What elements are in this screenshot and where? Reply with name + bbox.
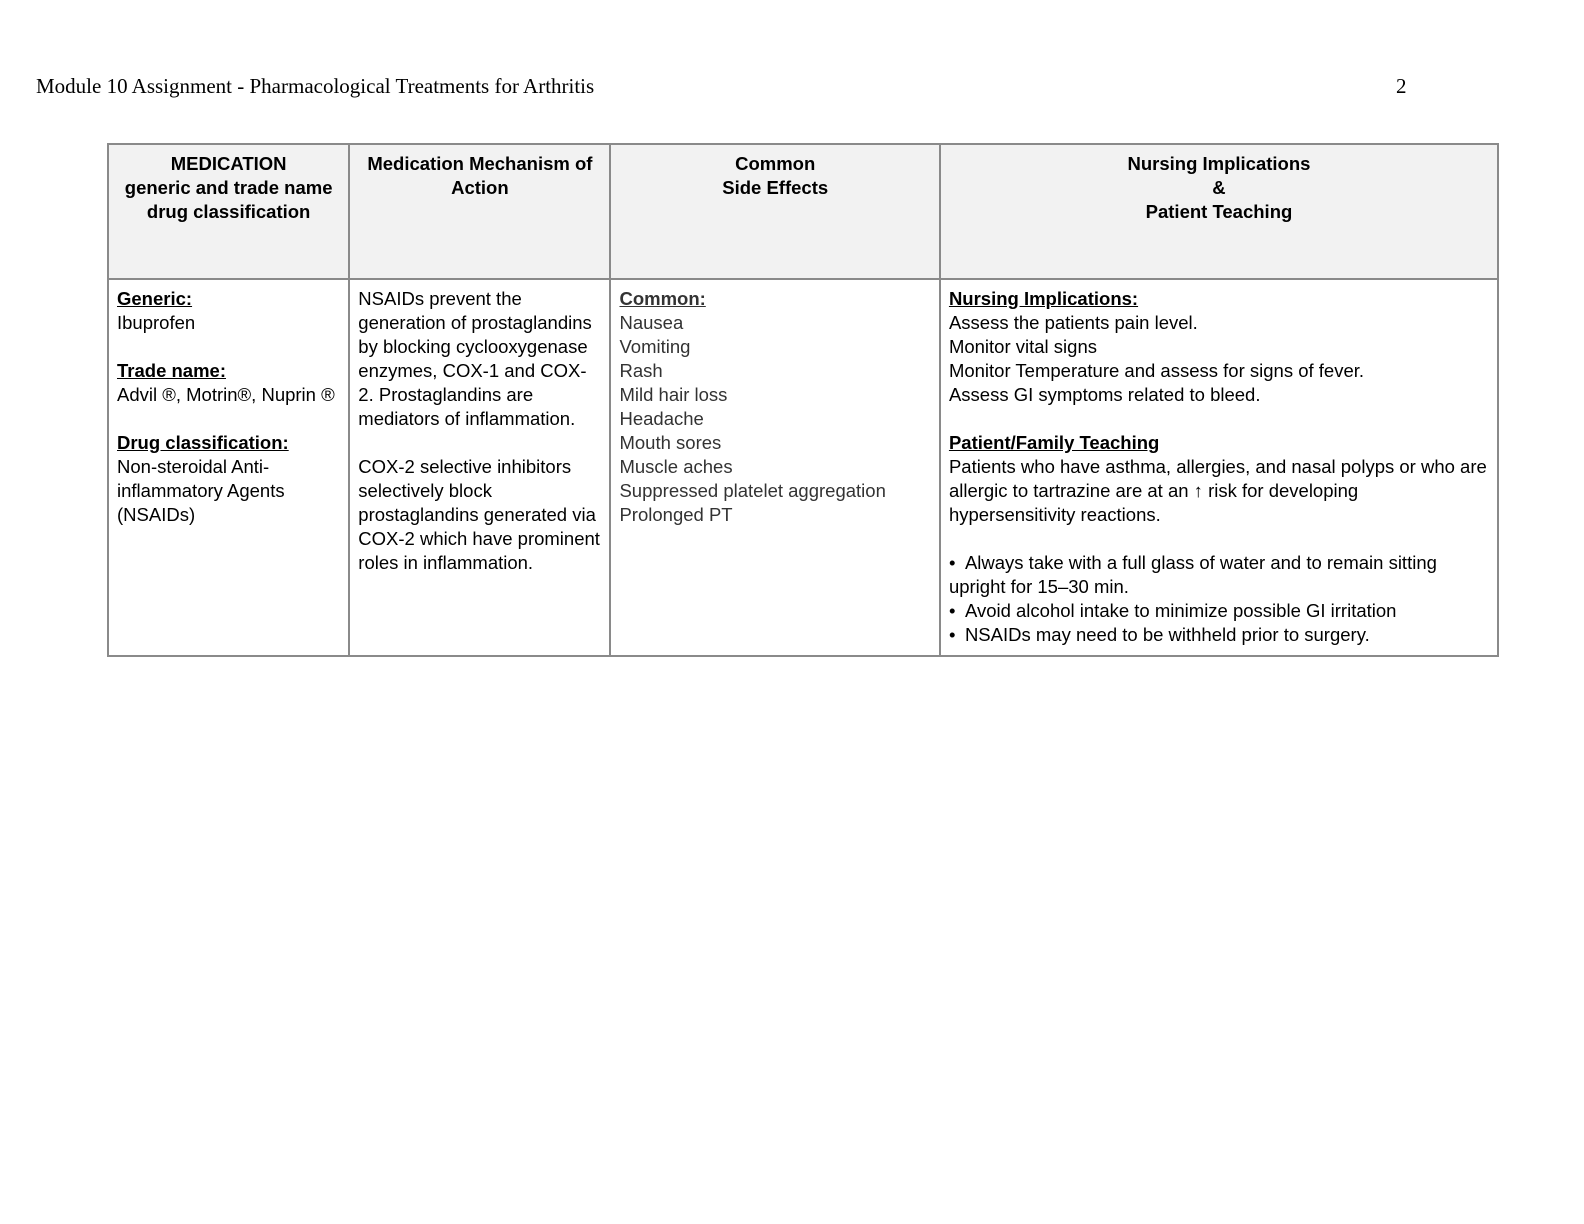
generic-label: Generic: xyxy=(117,288,193,309)
header-line: MEDICATION xyxy=(170,153,287,174)
teaching-label: Patient/Family Teaching xyxy=(948,432,1160,453)
side-effect-item: Vomiting xyxy=(619,336,691,357)
side-effects-label: Common: xyxy=(619,288,706,309)
spacer xyxy=(358,431,601,455)
cell-mechanism xyxy=(349,279,610,656)
bullet-icon: • xyxy=(948,624,956,645)
side-effect-item: Rash xyxy=(619,360,663,381)
trade-label: Trade name: xyxy=(117,360,226,381)
header-line: & xyxy=(1212,177,1226,198)
header-medication xyxy=(108,144,349,279)
implication-item: Assess the patients pain level. xyxy=(948,312,1198,333)
side-effect-item: Muscle aches xyxy=(619,456,733,477)
side-effect-item: Nausea xyxy=(619,312,684,333)
header-nursing xyxy=(940,144,1498,279)
header-line: Nursing Implications xyxy=(1127,153,1311,174)
medication-table xyxy=(107,143,1499,657)
header-line: Patient Teaching xyxy=(1145,201,1293,222)
header-row xyxy=(108,144,1498,279)
spacer xyxy=(117,407,340,431)
header-side-effects xyxy=(610,144,939,279)
side-effect-item: Mouth sores xyxy=(619,432,722,453)
table-body xyxy=(108,279,1498,656)
cell-medication xyxy=(108,279,349,656)
header-line: Side Effects xyxy=(722,177,829,198)
cell-side-effects xyxy=(610,279,939,656)
bullet-text: NSAIDs may need to be withheld prior to surgery. xyxy=(964,624,1370,645)
trade-value: Advil ®, Motrin®, Nuprin ® xyxy=(117,384,335,405)
implication-item: Monitor vital signs xyxy=(948,336,1097,357)
mechanism-paragraph: COX-2 selective inhibitors selectively block prostaglandins generated via COX-2 which have prominent roles in inflammation. xyxy=(358,456,600,573)
teaching-bullets xyxy=(949,551,1489,647)
side-effect-item: Headache xyxy=(619,408,704,429)
header-line: drug classification xyxy=(146,201,311,222)
table-row xyxy=(108,279,1498,656)
header-mechanism xyxy=(349,144,610,279)
implication-item: Assess GI symptoms related to bleed. xyxy=(948,384,1261,405)
side-effect-item: Suppressed platelet aggregation xyxy=(619,480,886,501)
header-line: generic and trade name xyxy=(124,177,333,198)
page-number: 2 xyxy=(1396,74,1407,98)
header-line: Action xyxy=(451,177,509,198)
bullet-text: Avoid alcohol intake to minimize possible GI irritation xyxy=(964,600,1397,621)
cell-nursing xyxy=(940,279,1498,656)
classification-label: Drug classification: xyxy=(117,432,289,453)
mechanism-paragraph: NSAIDs prevent the generation of prostaglandins by blocking cyclooxygenase enzymes, COX-1 and COX-2. Prostaglandins are mediators of inflammation. xyxy=(358,288,592,429)
bullet-text: Always take with a full glass of water and to remain sitting upright for 15–30 min. xyxy=(948,552,1437,597)
spacer xyxy=(117,335,340,359)
teaching-paragraph: Patients who have asthma, allergies, and nasal polyps or who are allergic to tartrazine are at an ↑ risk for developing hypersensitivity reactions. xyxy=(948,456,1487,525)
generic-value: Ibuprofen xyxy=(117,312,196,333)
table-header xyxy=(108,144,1498,279)
list-item xyxy=(949,599,1489,623)
spacer xyxy=(949,527,1489,551)
running-head-title: Module 10 Assignment - Pharmacological Treatments for Arthritis xyxy=(36,74,595,98)
side-effect-item: Mild hair loss xyxy=(619,384,728,405)
header-line: Medication Mechanism of xyxy=(367,153,593,174)
bullet-icon: • xyxy=(948,600,956,621)
spacer xyxy=(949,407,1489,431)
implication-item: Monitor Temperature and assess for signs of fever. xyxy=(948,360,1365,381)
list-item xyxy=(949,623,1489,647)
bullet-icon: • xyxy=(948,552,956,573)
list-item xyxy=(949,551,1489,599)
header-line: Common xyxy=(735,153,816,174)
nursing-implications-label: Nursing Implications: xyxy=(948,288,1139,309)
side-effect-item: Prolonged PT xyxy=(619,504,733,525)
classification-value: Non-steroidal Anti-inflammatory Agents (NSAIDs) xyxy=(117,456,285,525)
